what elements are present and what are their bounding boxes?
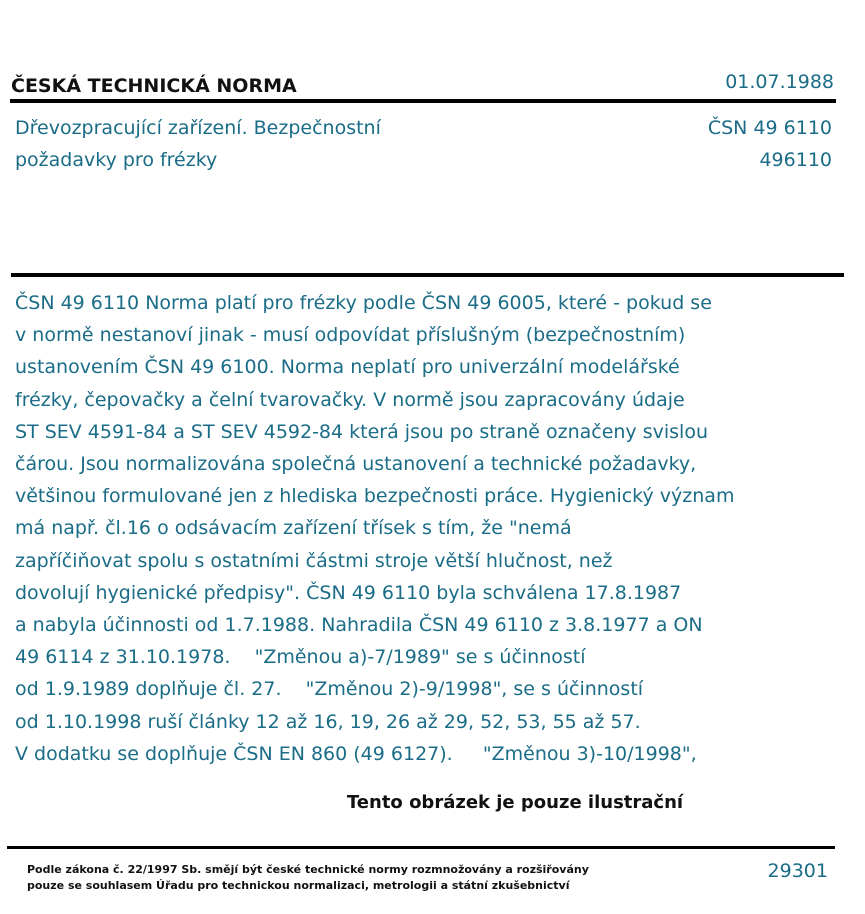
body-line: 49 6114 z 31.10.1978. "Změnou a)-7/1989" se s účinností (15, 646, 586, 669)
body-line: ustanovením ČSN 49 6100. Norma neplatí pro univerzální modelářské (15, 356, 680, 379)
body-line: a nabyla účinnosti od 1.7.1988. Nahradila ČSN 49 6110 z 3.8.1977 a ON (15, 614, 703, 637)
body-line: čárou. Jsou normalizována společná ustanovení a technické požadavky, (15, 453, 697, 476)
norm-class-number: 496110 (759, 149, 832, 171)
body-line: frézky, čepovačky a čelní tvarovačky. V normě jsou zapracovány údaje (15, 388, 685, 411)
body-line: v normě nestanoví jinak - musí odpovídat příslušným (bezpečnostním) (15, 324, 686, 347)
body-line: zapříčiňovat spolu s ostatními částmi stroje větší hlučnost, než (15, 549, 613, 572)
body-line: od 1.9.1989 doplňuje čl. 27. "Změnou 2)-9/1998", se s účinností (15, 678, 644, 701)
body-line: většinou formulované jen z hlediska bezpečnosti práce. Hygienický význam (15, 485, 735, 508)
legal-notice-line: pouze se souhlasem Úřadu pro technickou normalizaci, metrologii a státní zkušebnictví (27, 879, 570, 892)
norm-header-title: ČESKÁ TECHNICKÁ NORMA (11, 75, 297, 97)
norm-description (15, 287, 755, 770)
header-rule (10, 99, 836, 103)
body-line: od 1.10.1998 ruší články 12 až 16, 19, 26 až 29, 52, 53, 55 až 57. (15, 710, 641, 733)
illustration-note: Tento obrázek je pouze ilustrační (346, 792, 684, 813)
norm-code: ČSN 49 6110 (707, 117, 832, 139)
legal-notice-line: Podle zákona č. 22/1997 Sb. smějí být české technické normy rozmnožovány a rozšiřovány (27, 863, 589, 876)
page-number: 29301 (767, 860, 828, 882)
document-title-line-2: požadavky pro frézky (15, 149, 218, 171)
footer-rule (7, 846, 835, 849)
body-line: má např. čl.16 o odsávacím zařízení třísek s tím, že "nemá (15, 517, 572, 540)
body-line: ST SEV 4591-84 a ST SEV 4592-84 která jsou po straně označeny svislou (15, 420, 708, 443)
legal-notice (27, 862, 589, 894)
norm-date: 01.07.1988 (725, 71, 834, 93)
body-line: dovolují hygienické předpisy". ČSN 49 6110 byla schválena 17.8.1987 (15, 581, 682, 604)
body-line: ČSN 49 6110 Norma platí pro frézky podle ČSN 49 6005, které - pokud se (15, 292, 712, 314)
body-top-rule (11, 273, 844, 277)
document-title-line-1: Dřevozpracující zařízení. Bezpečnostní (15, 117, 381, 139)
body-line: V dodatku se doplňuje ČSN EN 860 (49 6127). "Změnou 3)-10/1998", (15, 742, 697, 765)
